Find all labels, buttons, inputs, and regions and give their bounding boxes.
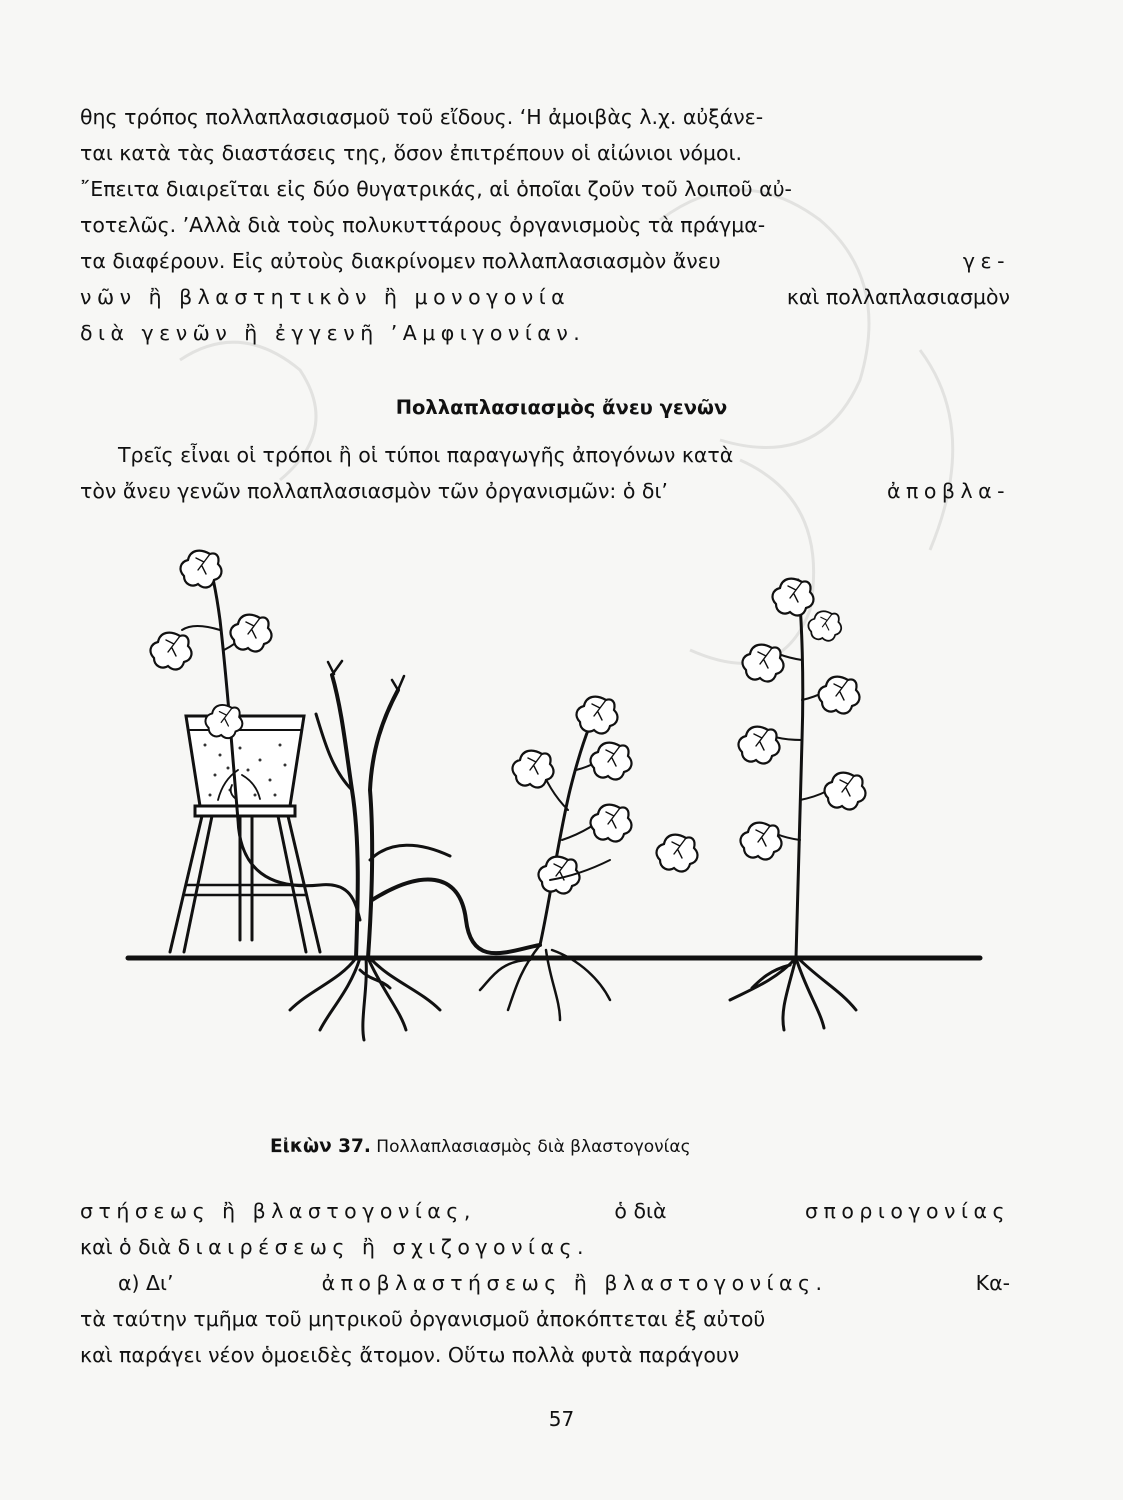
text-line: τὰ ταύτην τμῆμα τοῦ μητρικοῦ ὀργανισμοῦ ἀποκόπτεται ἐξ αὐτοῦ (80, 1307, 766, 1331)
layering-plant-illustration (120, 540, 1000, 1100)
text-line: νῶν ἢ βλαστητικὸν ἢ μονογονία καὶ πολλαπλασιασμὸν (80, 285, 1010, 309)
text-line: τοτελῶς. ’Αλλὰ διὰ τοὺς πολυκυττάρους ὀργανισμοὺς τὰ πράγμα- (80, 213, 766, 237)
emphasis-term: νῶν ἢ βλαστητικὸν ἢ μονογονία (80, 285, 571, 309)
text-line: τὸν ἄνευ γενῶν πολλαπλασιασμὸν τῶν ὀργανισμῶν: ὁ δι’ ἀποβλα- (80, 479, 1010, 503)
text-line: καὶ παράγει νέον ὁμοειδὲς ἄτομον. Οὕτω πολλὰ φυτὰ παράγουν (80, 1343, 740, 1367)
text-line: θης τρόπος πολλαπλασιασμοῦ τοῦ εἴδους. ‘Η ἀμοιβὰς λ.χ. αὐξάνε- (80, 105, 764, 129)
text-line: στήσεως ἢ βλαστογονίας, ὁ διὰ σποριογονίας (80, 1199, 1010, 1223)
text-line: ῎Επειτα διαιρεῖται εἰς δύο θυγατρικάς, αἱ ὁποῖαι ζοῦν τοῦ λοιποῦ αὐ- (80, 177, 792, 201)
figure-label: Εἰκὼν 37. (270, 1136, 371, 1157)
text-line: ται κατὰ τὰς διαστάσεις της, ὅσον ἐπιτρέπουν οἱ αἰώνιοι νόμοι. (80, 141, 743, 165)
emphasis-term: σποριογονίας (805, 1199, 1010, 1223)
text-line: τα διαφέρουν. Εἰς αὐτοὺς διακρίνομεν πολλαπλασιασμὸν ἄνευ γε- (80, 249, 1010, 273)
page-number: 57 (548, 1407, 575, 1431)
section-heading: Πολλαπλασιασμὸς ἄνευ γενῶν (395, 396, 728, 419)
emphasis-term: ἀποβλα- (886, 479, 1010, 503)
text-line: α) Δι’ ἀποβλαστήσεως ἢ βλαστογονίας. Κα- (118, 1271, 1010, 1295)
text-line (80, 320, 1010, 346)
emphasis-term: ἀποβλαστήσεως ἢ βλαστογονίας. (321, 1271, 828, 1295)
text-line: καὶ ὁ διὰ διαιρέσεως ἢ σχιζογονίας. (80, 1235, 590, 1259)
figure-caption-text: Πολλαπλασιασμὸς διὰ βλαστογονίας (376, 1137, 691, 1157)
emphasis-term: στήσεως ἢ βλαστογονίας, (80, 1199, 476, 1223)
emphasis-term: διαιρέσεως ἢ σχιζογονίας. (177, 1235, 590, 1259)
figure-caption (270, 1136, 691, 1157)
emphasis-term: διὰ γενῶν ἢ ἐγγενῆ ’Αμφιγονίαν. (80, 321, 586, 345)
text-line: Τρεῖς εἶναι οἱ τρόποι ἢ οἱ τύποι παραγωγῆς ἀπογόνων κατὰ (118, 443, 734, 467)
